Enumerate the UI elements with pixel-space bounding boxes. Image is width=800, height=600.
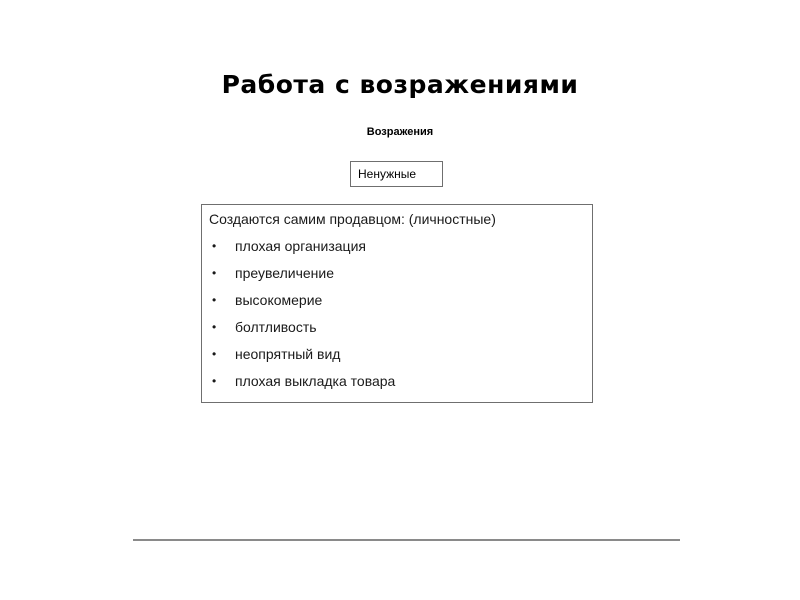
list-item xyxy=(209,368,592,395)
details-heading: Создаются самим продавцом: (личностные) xyxy=(209,211,496,227)
list-item xyxy=(209,314,592,341)
bullet-icon: • xyxy=(212,239,217,253)
bullet-icon: • xyxy=(212,347,217,361)
list-item-text: неопрятный вид xyxy=(235,346,341,362)
list-item xyxy=(209,260,592,287)
footer-divider xyxy=(133,539,680,541)
details-list xyxy=(209,233,592,395)
bullet-icon: • xyxy=(212,374,217,388)
details-box xyxy=(201,204,593,403)
list-item xyxy=(209,287,592,314)
bullet-icon: • xyxy=(212,266,217,280)
category-label: Ненужные xyxy=(358,167,417,181)
list-item-text: болтливость xyxy=(235,319,317,335)
list-item-text: плохая организация xyxy=(235,238,366,254)
category-box xyxy=(350,161,443,187)
list-item xyxy=(209,341,592,368)
bullet-icon: • xyxy=(212,320,217,334)
list-item-text: преувеличение xyxy=(235,265,335,281)
bullet-icon: • xyxy=(212,293,217,307)
slide-title: Работа с возражениями xyxy=(221,70,579,99)
list-item-text: плохая выкладка товара xyxy=(235,373,396,389)
list-item xyxy=(209,233,592,260)
list-item-text: высокомерие xyxy=(235,292,323,308)
section-subtitle: Возражения xyxy=(366,126,434,138)
